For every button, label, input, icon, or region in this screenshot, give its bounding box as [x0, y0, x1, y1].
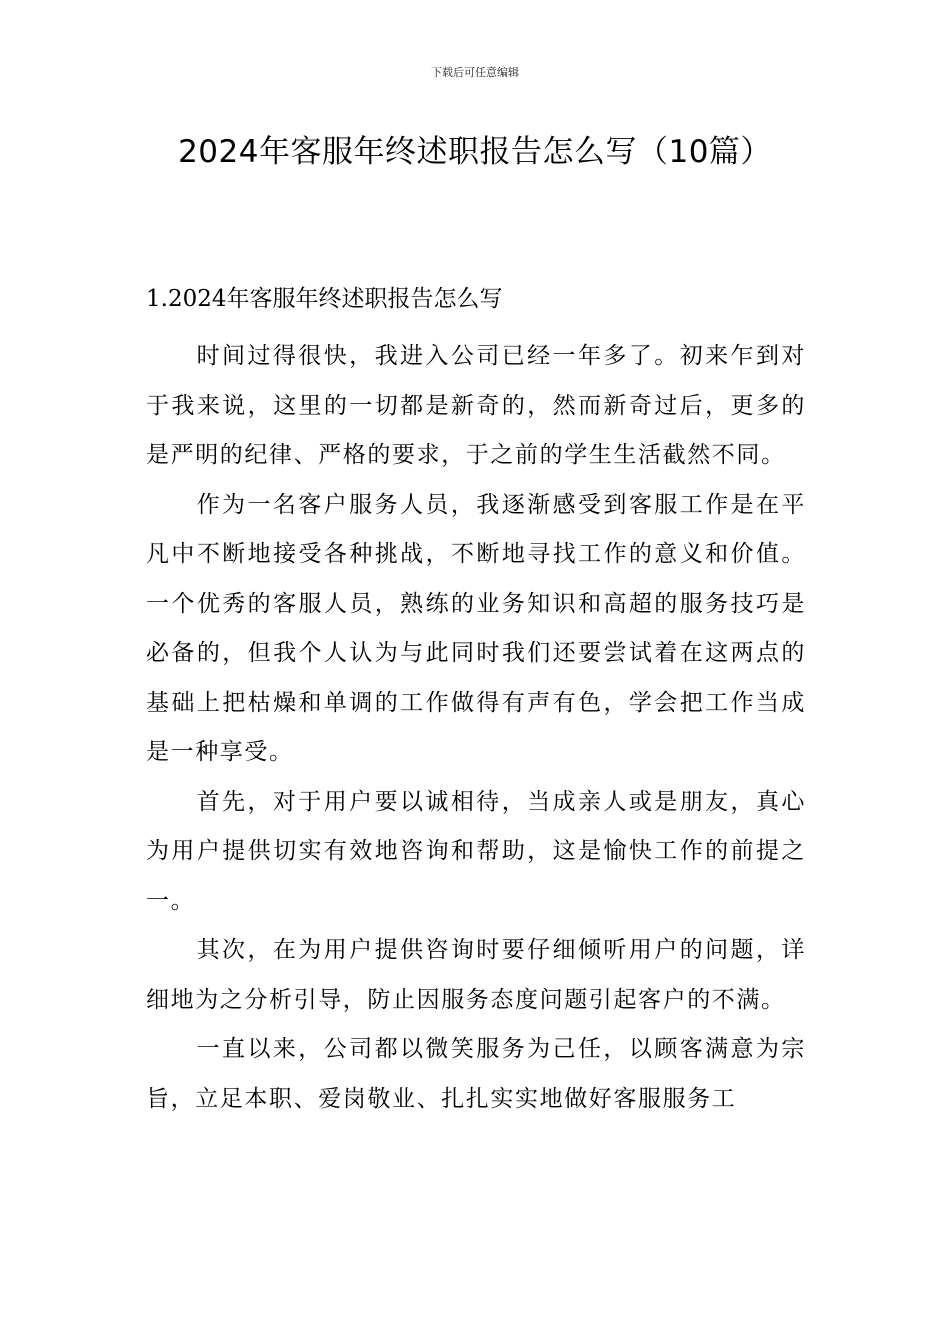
paragraph-1: 时间过得很快，我进入公司已经一年多了。初来乍到对于我来说，这里的一切都是新奇的，然而新奇过后，更多的是严明的纪律、严格的要求，于之前的学生生活截然不同。 — [146, 343, 806, 468]
paragraph-5: 一直以来，公司都以微笑服务为己任，以顾客满意为宗旨，立足本职、爱岗敬业、扎扎实实地做好客服服务工 — [146, 1036, 806, 1112]
document-body — [146, 282, 806, 1124]
header-note: 下载后可任意编辑 — [431, 66, 519, 79]
section-heading: 1.2024年客服年终述职报告怎么写 — [146, 286, 503, 312]
paragraph-2: 作为一名客户服务人员，我逐渐感受到客服工作是在平凡中不断地接受各种挑战，不断地寻找工作的意义和价值。一个优秀的客服人员，熟练的业务知识和高超的服务技巧是必备的，但我个人认为与此同时我们还要尝试着在这两点的基础上把枯燥和单调的工作做得有声有色，学会把工作当成是一种享受。 — [146, 491, 806, 765]
paragraph-4: 其次，在为用户提供咨询时要仔细倾听用户的问题，详细地为之分析引导，防止因服务态度问题引起客户的不满。 — [146, 937, 806, 1013]
paragraph-3: 首先，对于用户要以诚相待，当成亲人或是朋友，真心为用户提供切实有效地咨询和帮助，这是愉快工作的前提之一。 — [146, 788, 806, 914]
document-title: 2024年客服年终述职报告怎么写（10篇） — [178, 134, 772, 170]
